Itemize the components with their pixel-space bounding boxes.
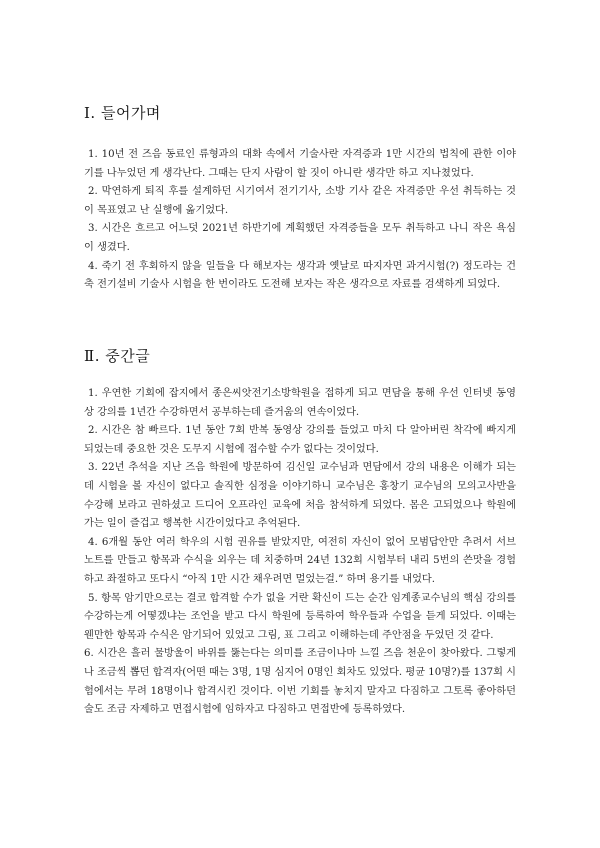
section-2-paragraph-1: 1. 우연한 기회에 잡지에서 종은씨앗전기소방학원을 접하게 되고 면담을 통해 우선 인터넷 동영상 강의를 1년간 수강하면서 공부하는데 즐거움의 연속이었다. bbox=[84, 388, 516, 418]
section-2-body bbox=[84, 385, 516, 720]
section-1-paragraph-3: 3. 시간은 흐르고 어느덧 2021년 하반기에 계획했던 자격증들을 모두 취득하고 나니 작은 욕심이 생겼다. bbox=[84, 223, 516, 253]
section-1-body bbox=[84, 146, 516, 295]
section-2-paragraph-3: 3. 22년 추석을 지난 즈음 학원에 방문하여 김신일 교수님과 면담에서 강의 내용은 이해가 되는데 시험을 볼 자신이 없다고 솔직한 심정을 이야기하니 교수님은 홍창기 교수님의 모의고사반을 수강해 보라고 권하셨고 드디어 오프라인 교육에 처음 참석하게 되었다. 몸은 고되었으나 학원에 가는 일이 즐겁고 행복한 시간이었다고 추억된다. bbox=[84, 462, 516, 530]
section-1-paragraph-4: 4. 죽기 전 후회하지 않을 일들을 다 해보자는 생각과 옛날로 따지자면 과거시험(?) 정도라는 건축 전기설비 기술사 시험을 한 번이라도 도전해 보자는 작은 생각으로 자료를 검색하게 되었다. bbox=[84, 260, 516, 291]
section-2-title: Ⅱ. 중간글 bbox=[84, 347, 151, 365]
section-1-title: Ⅰ. 들어가며 bbox=[84, 104, 161, 122]
section-1-paragraph-1: 1. 10년 전 즈음 동료인 류형과의 대화 속에서 기술사란 자격증과 1만 시간의 법칙에 관한 이야기를 나누었던 게 생각난다. 그때는 단지 사람이 할 짓이 아니란 생각만 하고 지나쳤었다. bbox=[84, 149, 516, 179]
section-2-paragraph-2: 2. 시간은 참 빠르다. 1년 동안 7회 반복 동영상 강의를 들었고 마치 다 알아버린 착각에 빠지게 되었는데 중요한 것은 도무지 시험에 접수할 수가 없다는 것이었다. bbox=[84, 425, 516, 455]
section-1-paragraph-2: 2. 막연하게 퇴직 후를 설계하던 시기여서 전기기사, 소방 기사 같은 자격증만 우선 취득하는 것이 목표였고 난 실행에 옮기었다. bbox=[84, 186, 516, 216]
section-2-paragraph-4: 4. 6개월 동안 여러 학우의 시험 권유를 받았지만, 여전히 자신이 없어 모범답안만 추려서 서브 노트를 만들고 항목과 수식을 외우는 데 치중하며 24년 132회 시험부터 내리 5번의 쓴맛을 경험하고 좌절하고 또다시 “아직 1만 시간 채우려면 멀었는걸.” 하며 용기를 내었다. bbox=[84, 536, 516, 585]
section-2-paragraph-5: 5. 항목 암기만으로는 결코 합격할 수가 없을 거란 확신이 드는 순간 임계종교수님의 핵심 강의를 수강하는게 어떻겠냐는 조언을 받고 다시 학원에 등록하여 학우들과 수업을 듣게 되었다. 이때는 웬만한 항목과 수식은 암기되어 있었고 그림, 표 그리고 이해하는데 주안점을 두었던 것 같다. bbox=[84, 592, 516, 641]
section-2-paragraph-6: 6. 시간은 흘러 물방울이 바위를 뚫는다는 의미를 조금이나마 느낄 즈음 천운이 찾아왔다. 그렇게나 조금씩 뽑던 합격자(어떤 때는 3명, 1명 심지어 0명인 회차도 있었다. 평균 10명?)를 137회 시험에서는 무려 18명이나 합격시킨 것이다. 이번 기회를 놓치지 말자고 다짐하고 그토록 좋아하던 술도 조금 자제하고 면접시험에 임하자고 다짐하고 면접반에 등록하였다. bbox=[84, 648, 516, 716]
